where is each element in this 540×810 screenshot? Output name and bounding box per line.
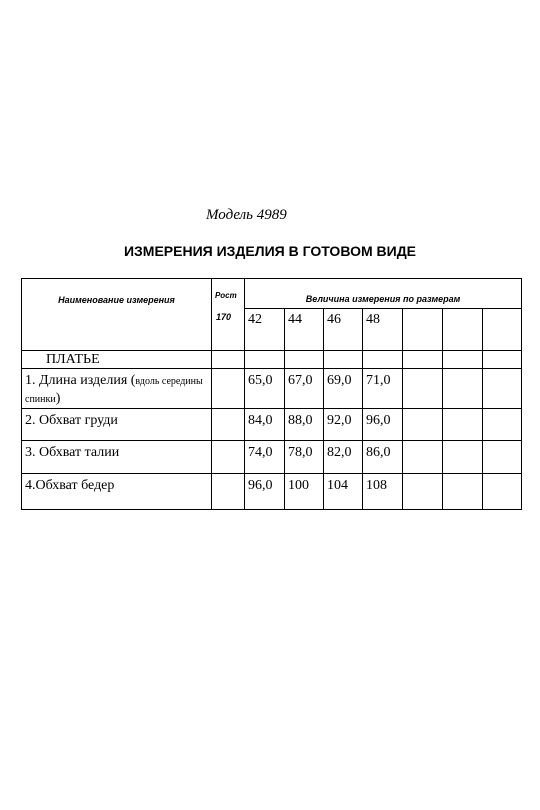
row-label-text: 1. Длина изделия ( (25, 373, 136, 388)
rost-value: 170 (212, 309, 245, 351)
rost-cell (212, 369, 245, 409)
size-header (403, 309, 443, 351)
rost-cell (212, 441, 245, 474)
value-cell (403, 441, 443, 474)
value-cell (483, 474, 522, 510)
value-cell: 96,0 (245, 474, 285, 510)
row-label (22, 369, 212, 409)
row-label: 3. Обхват талии (22, 441, 212, 474)
value-cell: 82,0 (324, 441, 363, 474)
value-cell: 71,0 (363, 369, 403, 409)
rost-cell (212, 474, 245, 510)
model-label: Модель 4989 (206, 207, 287, 223)
value-cell: 104 (324, 474, 363, 510)
value-cell: 69,0 (324, 369, 363, 409)
value-cell: 92,0 (324, 409, 363, 441)
value-cell: 88,0 (285, 409, 324, 441)
value-cell (403, 474, 443, 510)
empty-cell (324, 351, 363, 369)
rost-label: Рост (212, 279, 245, 309)
empty-cell (403, 351, 443, 369)
value-cell (443, 369, 483, 409)
size-header (443, 309, 483, 351)
value-cell: 96,0 (363, 409, 403, 441)
value-cell: 108 (363, 474, 403, 510)
section-label: ПЛАТЬЕ (22, 351, 212, 369)
value-cell: 86,0 (363, 441, 403, 474)
size-header: 42 (245, 309, 285, 351)
row-label-end: ) (55, 391, 61, 406)
value-cell: 74,0 (245, 441, 285, 474)
row-label: 4.Обхват бедер (22, 474, 212, 510)
rost-cell (212, 409, 245, 441)
value-cell: 78,0 (285, 441, 324, 474)
value-cell (483, 409, 522, 441)
value-cell (443, 474, 483, 510)
value-cell (483, 369, 522, 409)
empty-cell (212, 351, 245, 369)
value-cell (443, 409, 483, 441)
value-cell (403, 369, 443, 409)
value-cell (483, 441, 522, 474)
value-cell: 65,0 (245, 369, 285, 409)
empty-cell (245, 351, 285, 369)
row-label-note: вдоль середины спинки (25, 376, 203, 405)
empty-cell (483, 351, 522, 369)
empty-cell (363, 351, 403, 369)
value-cell: 67,0 (285, 369, 324, 409)
name-header: Наименование измерения (22, 279, 212, 351)
value-cell: 84,0 (245, 409, 285, 441)
value-cell (443, 441, 483, 474)
page-title: ИЗМЕРЕНИЯ ИЗДЕЛИЯ В ГОТОВОМ ВИДЕ (123, 243, 417, 259)
empty-cell (443, 351, 483, 369)
row-label: 2. Обхват груди (22, 409, 212, 441)
size-header: 48 (363, 309, 403, 351)
size-header: 46 (324, 309, 363, 351)
value-cell: 100 (285, 474, 324, 510)
measurements-table (21, 278, 522, 510)
size-header (483, 309, 522, 351)
range-header: Величина измерения по размерам (245, 279, 522, 309)
size-header: 44 (285, 309, 324, 351)
value-cell (403, 409, 443, 441)
empty-cell (285, 351, 324, 369)
